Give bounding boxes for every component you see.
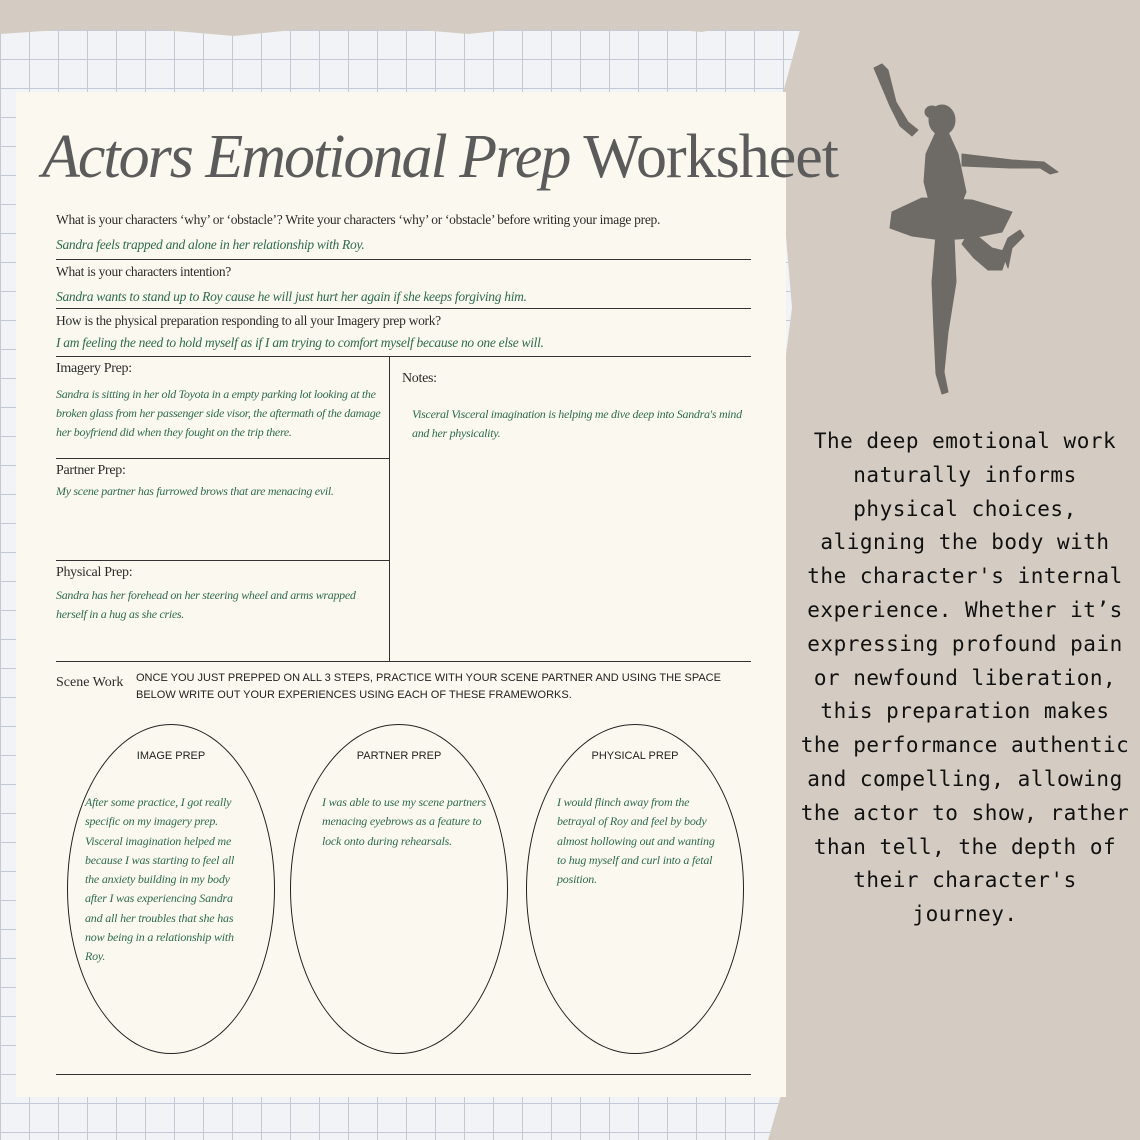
partner-prep-oval-title: PARTNER PREP (356, 750, 442, 762)
question-why: What is your characters ‘why’ or ‘obstacle’? Write your characters ‘why’ or ‘obstacle’ before writing your image prep. (56, 212, 661, 227)
notes-text[interactable]: Visceral Visceral imagination is helping me dive deep into Sandra's mind and her physicality. (412, 407, 742, 440)
partner-prep-text[interactable]: My scene partner has furrowed brows that are menacing evil. (56, 484, 334, 498)
title-part-1: Actors Emotional Prep (42, 123, 570, 191)
notes-label: Notes: (402, 371, 437, 386)
physical-prep-oval[interactable] (526, 724, 744, 1054)
image-prep-oval-text: After some practice, I got really specific on my imagery prep. Visceral imagination helped me because I was starting to feel all the anxiety building in my body after I was experiencing Sandra and all her troubles that she has now being in a relationship with Roy. (85, 795, 235, 964)
column-divider (389, 356, 390, 662)
imagery-prep-text[interactable]: Sandra is sitting in her old Toyota in a empty parking lot looking at the broken glass from her passenger side visor, the aftermath of the damage her boyfriend did when they fought on the trip there. (56, 387, 381, 439)
divider (56, 661, 751, 662)
physical-prep-label: Physical Prep: (56, 565, 133, 580)
answer-intention[interactable]: Sandra wants to stand up to Roy cause he will just hurt her again if she keeps forgiving him. (56, 289, 527, 304)
ballerina-silhouette-icon (862, 62, 1062, 397)
imagery-prep-label: Imagery Prep: (56, 361, 132, 376)
physical-prep-oval-title: PHYSICAL PREP (591, 750, 679, 762)
worksheet-title (42, 122, 839, 193)
title-part-2: Worksheet (583, 123, 839, 191)
scene-work-label: Scene Work (56, 675, 124, 690)
answer-why[interactable]: Sandra feels trapped and alone in her relationship with Roy. (56, 237, 365, 252)
divider (56, 308, 751, 309)
partner-prep-oval[interactable] (290, 724, 508, 1054)
worksheet (16, 92, 839, 1097)
bottom-divider (56, 1074, 751, 1075)
divider (56, 560, 389, 561)
partner-prep-label: Partner Prep: (56, 463, 126, 478)
physical-prep-oval-text: I would flinch away from the betrayal of Roy and feel by body almost hollowing out and wanting to hug myself and curl into a fetal position. (557, 795, 715, 887)
divider (56, 356, 751, 357)
scene-work-instruction: ONCE YOU JUST PREPPED ON ALL 3 STEPS, PRACTICE WITH YOUR SCENE PARTNER AND USING THE SPACE BELOW WRITE OUT YOUR EXPERIENCES USING EACH OF THESE FRAMEWORKS. (136, 672, 721, 701)
partner-prep-oval-text: I was able to use my scene partners menacing eyebrows as a feature to lock onto during rehearsals. (322, 795, 486, 848)
answer-physical[interactable]: I am feeling the need to hold myself as if I am trying to comfort myself because no one else will. (56, 335, 544, 350)
question-intention: What is your characters intention? (56, 264, 231, 279)
divider (56, 259, 751, 260)
divider (56, 458, 389, 459)
image-prep-oval[interactable] (67, 724, 275, 1054)
side-description: The deep emotional work naturally informs physical choices, aligning the body with the character's internal experience. Whether it’s expressing profound pain or newfound liberation, this preparation makes the performance authentic and compelling, allowing the actor to show, rather than tell, the depth of their character's journey. (800, 429, 1130, 927)
question-physical: How is the physical preparation responding to all your Imagery prep work? (56, 313, 441, 328)
physical-prep-text[interactable]: Sandra has her forehead on her steering wheel and arms wrapped herself in a hug as she cries. (56, 588, 356, 621)
image-prep-oval-title: IMAGE PREP (136, 750, 206, 762)
